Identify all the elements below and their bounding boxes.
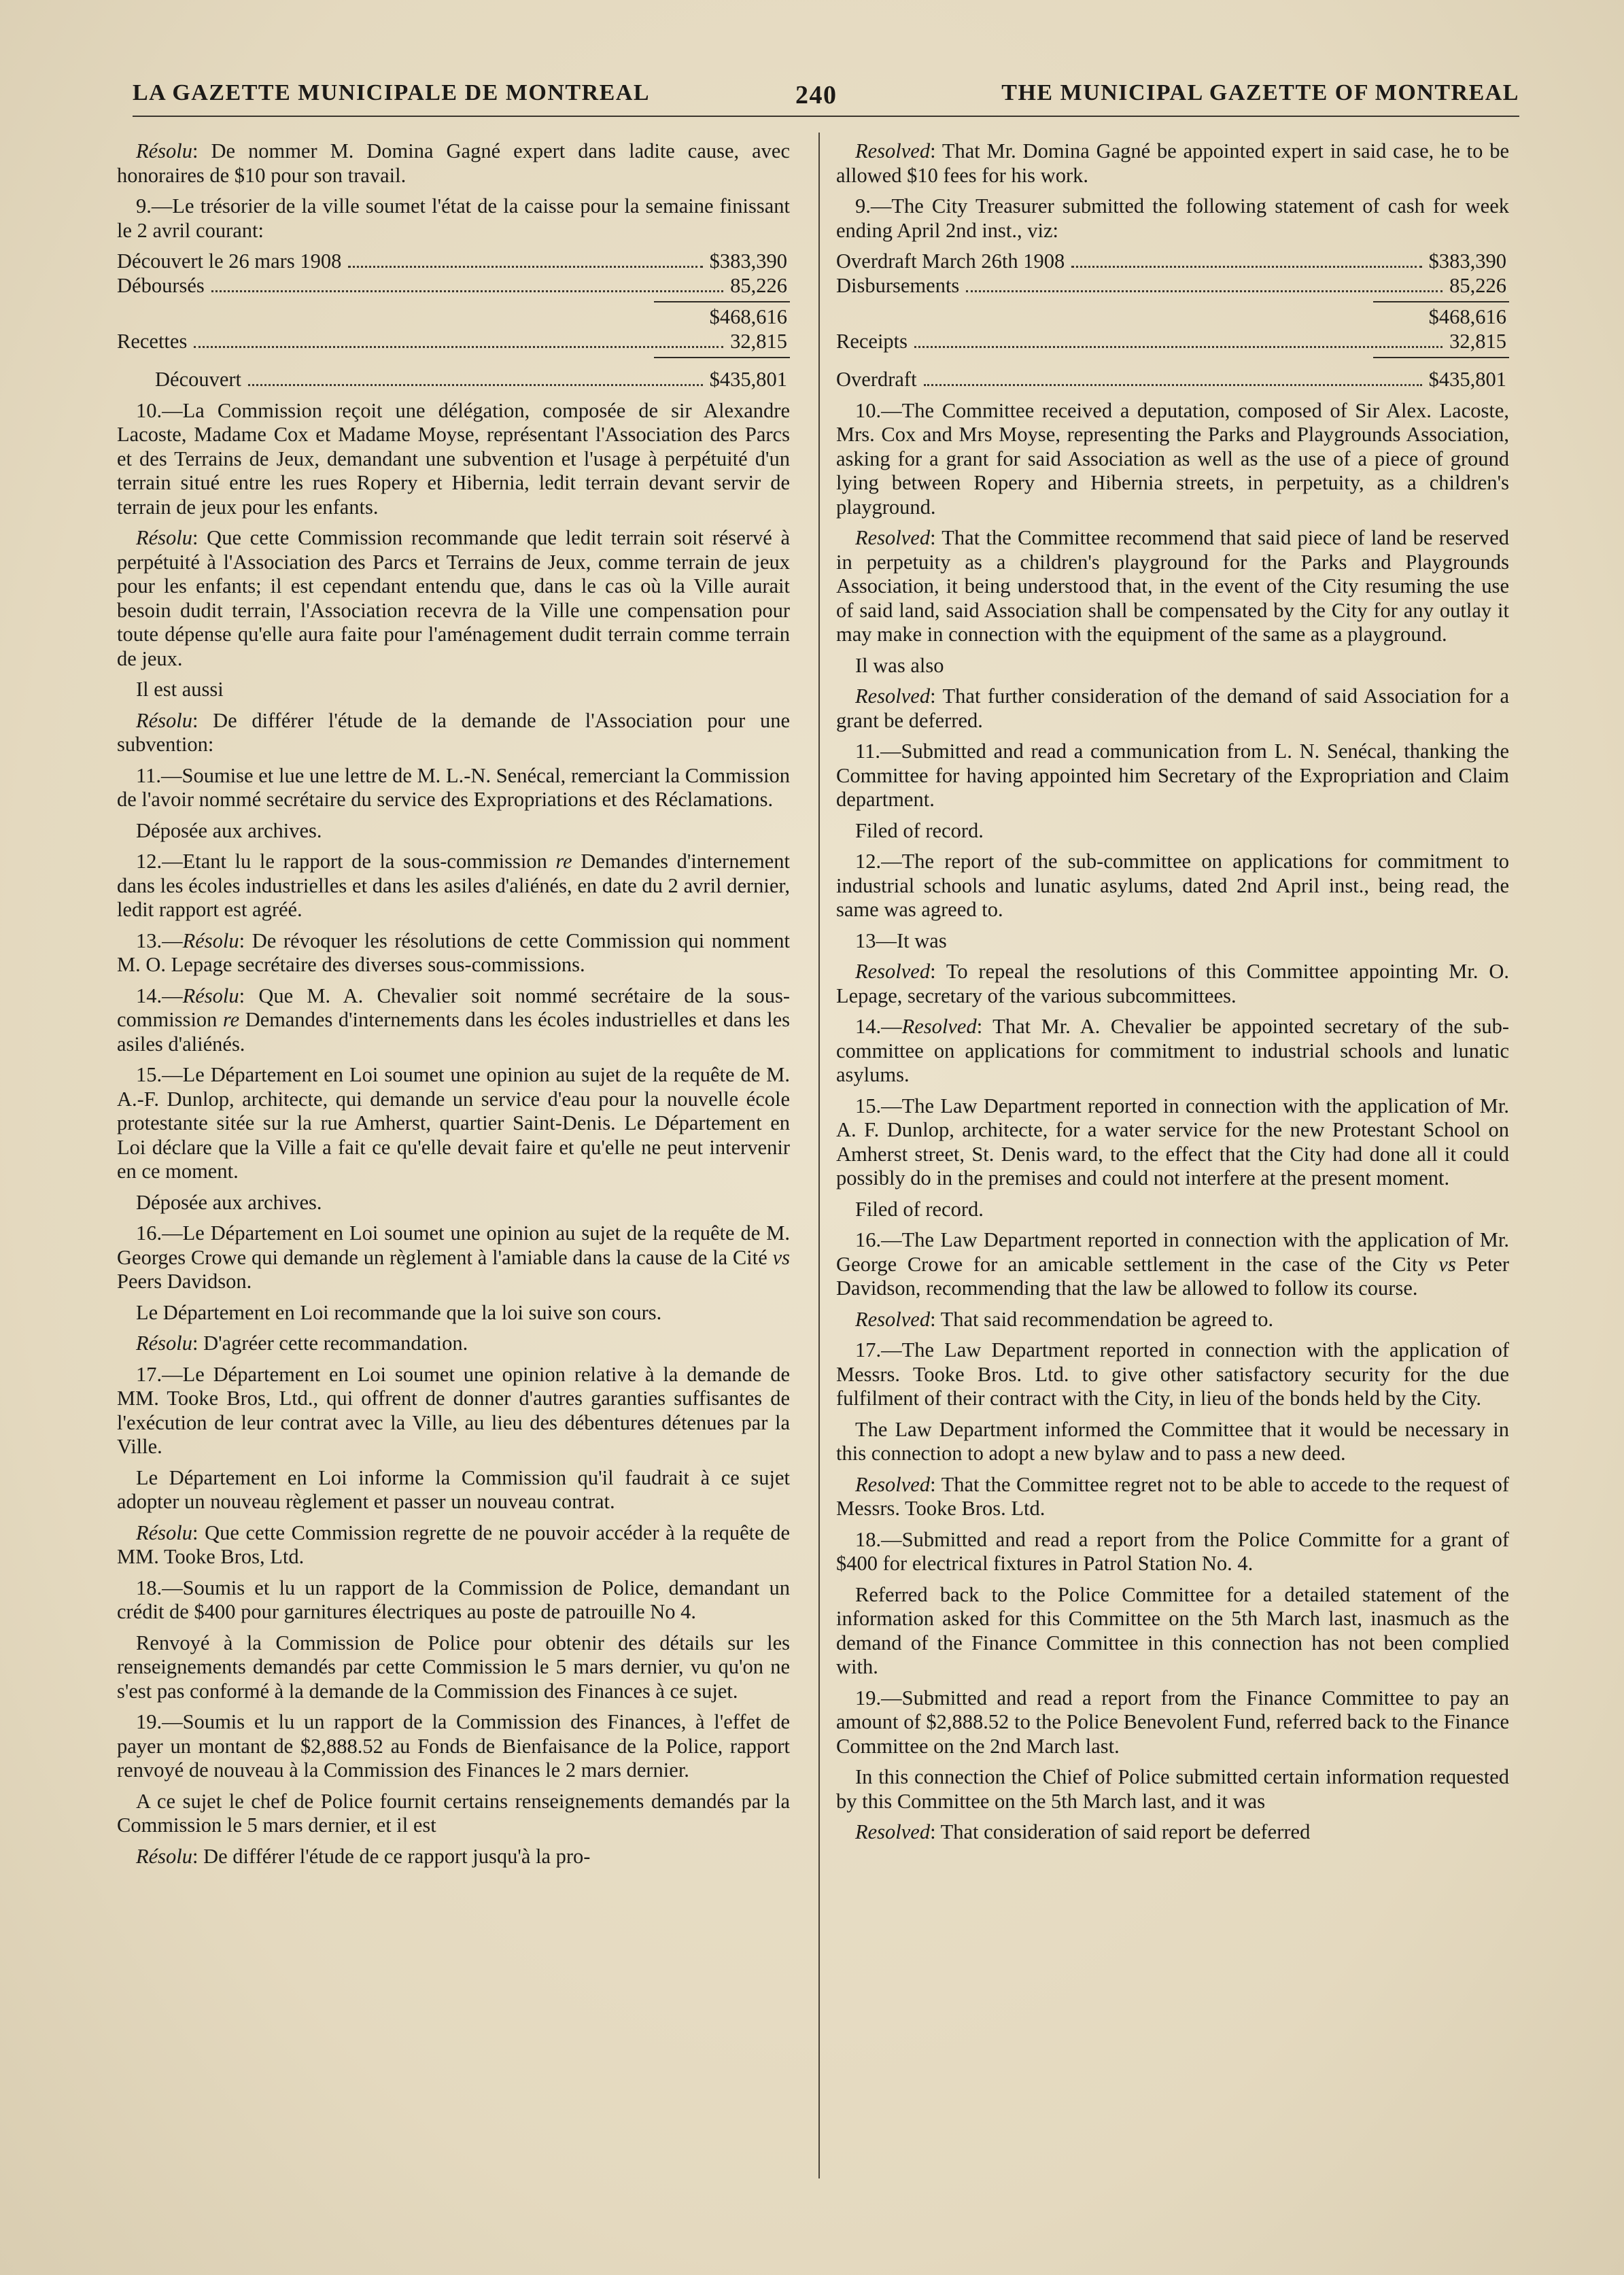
fr-paragraph: 15.—Le Département en Loi soumet une opinion au sujet de la requête de M. A.-F. Dunlop, architecte, qui demande un service d'eau pour la nouvelle école protestante sitée sur la rue Amherst, quartier Saint-Denis. Le Département en Loi déclare que la Ville a fait ce qu'elle devait faire et qu'elle ne peut intervenir en ce moment.: [117, 1063, 790, 1183]
en-paragraph: 15.—The Law Department reported in connection with the application of Mr. A. F. Dunlop, architecte, for a water service for the new Protestant School on Amherst street, St. Denis ward, to the effect that the City had done all it could possibly do in the premises and could not interfere at the present moment.: [836, 1094, 1509, 1189]
en-paragraph: 9.—The City Treasurer submitted the following statement of cash for week ending April 2nd inst., viz:: [836, 194, 1509, 242]
french-masthead: LA GAZETTE MUNICIPALE DE MONTREAL: [133, 80, 651, 105]
fr-paragraph: 10.—La Commission reçoit une délégation, composée de sir Alexandre Lacoste, Madame Cox et Madame Moyse, représentant l'Association des Parcs et des Terrains de Jeux, demandant une subvention et l'usage à perpétuité d'un terrain situé entre les rues Ropery et Hibernia, ledit terrain devant servir de terrain de jeux pour les enfants.: [117, 398, 790, 519]
fr-paragraph: 17.—Le Département en Loi soumet une opinion relative à la demande de MM. Tooke Bros, Ltd., qui offrent de donner d'autres garanties suffisantes de l'exécution de leur contrat avec la Ville, au lieu des débentures détenues par la Ville.: [117, 1362, 790, 1458]
en-paragraph: 19.—Submitted and read a report from the Finance Committee to pay an amount of $2,888.52 to the Police Benevolent Fund, referred back to the Finance Committee on the 2nd March last.: [836, 1686, 1509, 1758]
fr-paragraph: Résolu: De différer l'étude de la demande de l'Association pour une subvention:: [117, 708, 790, 756]
english-masthead: THE MUNICIPAL GAZETTE OF MONTREAL: [1001, 80, 1519, 105]
en-paragraph: 13—It was: [855, 928, 947, 952]
fr-paragraph: 12.—Etant lu le rapport de la sous-commission re Demandes d'internement dans les écoles industrielles et dans les asiles d'aliénés, en date du 2 avril dernier, ledit rapport est agréé.: [117, 850, 790, 921]
en-paragraph: In this connection the Chief of Police submitted certain information requested by this Committee on the 5th March last, and it was: [836, 1765, 1509, 1813]
en-ledger-row: Receipts 32,815: [836, 329, 1506, 353]
en-paragraph: Referred back to the Police Committee for a detailed statement of the information asked for this Committee on the 5th March last, inasmuch as the demand of the Finance Committee in this connection has not been complied with.: [836, 1582, 1509, 1678]
fr-paragraph: A ce sujet le chef de Police fournit certains renseignements demandés par la Commission le 5 mars dernier, et il est: [117, 1789, 790, 1837]
en-paragraph: 16.—The Law Department reported in connection with the application of Mr. George Crowe for an amicable settlement in the case of the City vs Peter Davidson, recommending that the law be allowed to follow its course.: [836, 1228, 1509, 1300]
en-paragraph: Il was also: [855, 653, 944, 677]
fr-paragraph: Le Département en Loi informe la Commission qu'il faudrait à ce sujet adopter un nouveau règlement et passer un nouveau contrat.: [117, 1465, 790, 1513]
fr-paragraph: Résolu: Que cette Commission recommande que ledit terrain soit réservé à perpétuité à l'Association des Parcs et Terrains de Jeux, comme terrain de jeux pour les enfants; il est cependant entendu que, dans le cas où la Ville aurait besoin dudit terrain, l'Association recevra de la Ville une compensation pour toute dépense qu'elle aura faite pour l'aménagement dudit terrain comme terrain de jeux.: [117, 526, 790, 670]
en-paragraph: 10.—The Committee received a deputation, composed of Sir Alex. Lacoste, Mrs. Cox and Mrs Moyse, representing the Parks and Playgrounds Association, asking for a grant for said Association as well as the use of a piece of ground lying between Ropery and Hibernia streets, in perpetuity, as a children's playground.: [836, 398, 1509, 519]
fr-paragraph: Déposée aux archives.: [136, 1190, 322, 1214]
en-paragraph: 17.—The Law Department reported in connection with the application of Messrs. Tooke Bros. Ltd. to give other satisfactory security for the due fulfilment of their contract with the City, in lieu of the bonds held by the City.: [836, 1338, 1509, 1410]
fr-ledger-row: Déboursés 85,226: [117, 274, 787, 297]
page-number: 240: [795, 81, 837, 109]
en-paragraph: Resolved: To repeal the resolutions of this Committee appointing Mr. O. Lepage, secretary of the various subcommittees.: [836, 960, 1509, 1007]
en-ledger-row: Disbursements 85,226: [836, 274, 1506, 297]
fr-ledger-row: Recettes 32,815: [117, 329, 787, 353]
column-divider: [818, 133, 820, 2178]
en-paragraph: The Law Department informed the Committee that it would be necessary in this connection to adopt a new bylaw and to pass a new deed.: [836, 1417, 1509, 1465]
fr-paragraph: 14.—Résolu: Que M. A. Chevalier soit nommé secrétaire de la sous-commission re Demandes d'internements dans les écoles industrielles et dans les asiles d'aliénés.: [117, 984, 790, 1056]
en-resolved-label: Resolved: [855, 139, 931, 162]
en-paragraph: Resolved: That consideration of said report be deferred: [855, 1820, 1311, 1843]
french-column: [117, 139, 790, 1875]
en-sum-rule: [1373, 301, 1509, 302]
fr-paragraph: 19.—Soumis et lu un rapport de la Commission des Finances, à l'effet de payer un montant de $2,888.52 au Fonds de Bienfaisance de la Police, rapport renvoyé de nouveau à la Commission des Finances le 2 mars dernier.: [117, 1710, 790, 1782]
fr-paragraph: 16.—Le Département en Loi soumet une opinion au sujet de la requête de M. Georges Crowe qui demande un règlement à l'amiable dans la cause de la Cité vs Peers Davidson.: [117, 1221, 790, 1293]
page-header: [133, 80, 1519, 121]
fr-sum-rule: [654, 357, 790, 358]
fr-ledger-row: Découvert le 26 mars 1908 $383,390: [117, 249, 787, 273]
fr-ledger-subtotal: $468,616: [709, 305, 787, 328]
en-paragraph: 12.—The report of the sub-committee on applications for commitment to industrial schools and lunatic asylums, dated 2nd April inst., being read, the same was agreed to.: [836, 850, 1509, 921]
en-paragraph: Resolved: That Mr. Domina Gagné be appointed expert in said case, he to be allowed $10 fees for his work.: [836, 139, 1509, 187]
en-cash-statement: [836, 249, 1509, 392]
fr-paragraph: Résolu: De différer l'étude de ce rapport jusqu'à la pro-: [136, 1844, 591, 1868]
en-paragraph: Resolved: That the Committee recommend that said piece of land be reserved in perpetuity as a children's playground for the Parks and Playgrounds Association, it being understood that, in the event of the City resuming the use of said land, said Association shall be compensated by the City for any outlay it may make in connection with the equipment of the same as a playground.: [836, 526, 1509, 646]
en-ledger-row: Overdraft $435,801: [836, 367, 1506, 391]
fr-paragraph: 13.—Résolu: De révoquer les résolutions de cette Commission qui nomment M. O. Lepage secrétaire des diverses sous-commissions.: [117, 928, 790, 976]
fr-sum-rule: [654, 301, 790, 302]
en-paragraph: 11.—Submitted and read a communication from L. N. Senécal, thanking the Committee for having appointed him Secretary of the Expropriation and Claim department.: [836, 740, 1509, 811]
header-rule: [133, 116, 1519, 117]
fr-paragraph: Résolu: De nommer M. Domina Gagné expert dans ladite cause, avec honoraires de $10 pour son travail.: [117, 139, 790, 187]
fr-paragraph: Résolu: Que cette Commission regrette de ne pouvoir accéder à la requête de MM. Tooke Bros, Ltd.: [117, 1521, 790, 1568]
fr-paragraph: Déposée aux archives.: [136, 818, 322, 842]
en-paragraph: Resolved: That said recommendation be agreed to.: [855, 1307, 1274, 1331]
fr-paragraph: 9.—Le trésorier de la ville soumet l'état de la caisse pour la semaine finissant le 2 avril courant:: [117, 194, 790, 242]
fr-cash-statement: [117, 249, 790, 392]
fr-paragraph: 11.—Soumise et lue une lettre de M. L.-N. Senécal, remerciant la Commission de l'avoir nommé secrétaire du service des Expropriations et des Réclamations.: [117, 763, 790, 811]
fr-ledger-row: Découvert $435,801: [155, 367, 787, 391]
en-ledger-subtotal: $468,616: [1428, 305, 1506, 328]
en-paragraph: Resolved: That the Committee regret not to be able to accede to the request of Messrs. Tooke Bros. Ltd.: [836, 1472, 1509, 1520]
fr-paragraph: Renvoyé à la Commission de Police pour obtenir des détails sur les renseignements demandés par cette Commission le 5 mars dernier, vu qu'on ne s'est pas conformé à la demande de la Commission des Finances à ce sujet.: [117, 1631, 790, 1703]
en-paragraph: 14.—Resolved: That Mr. A. Chevalier be appointed secretary of the sub-committee on applications for commitment to industrial schools and lunatic asylums.: [836, 1015, 1509, 1086]
en-paragraph: 18.—Submitted and read a report from the Police Committe for a grant of $400 for electrical fixtures in Patrol Station No. 4.: [836, 1527, 1509, 1575]
en-ledger-row: Overdraft March 26th 1908 $383,390: [836, 249, 1506, 273]
fr-paragraph: Résolu: D'agréer cette recommandation.: [136, 1332, 468, 1355]
en-paragraph: Resolved: That further consideration of the demand of said Association for a grant be deferred.: [836, 684, 1509, 732]
fr-paragraph: Il est aussi: [136, 678, 224, 701]
fr-paragraph: 18.—Soumis et lu un rapport de la Commission de Police, demandant un crédit de $400 pour garnitures électriques au poste de patrouille No 4.: [117, 1576, 790, 1623]
en-paragraph: Filed of record.: [855, 818, 984, 842]
en-sum-rule: [1373, 357, 1509, 358]
fr-resolu-label: Résolu: [136, 139, 193, 162]
en-paragraph: Filed of record.: [855, 1197, 984, 1221]
english-column: [836, 139, 1509, 1852]
fr-paragraph: Le Département en Loi recommande que la loi suive son cours.: [136, 1300, 662, 1324]
